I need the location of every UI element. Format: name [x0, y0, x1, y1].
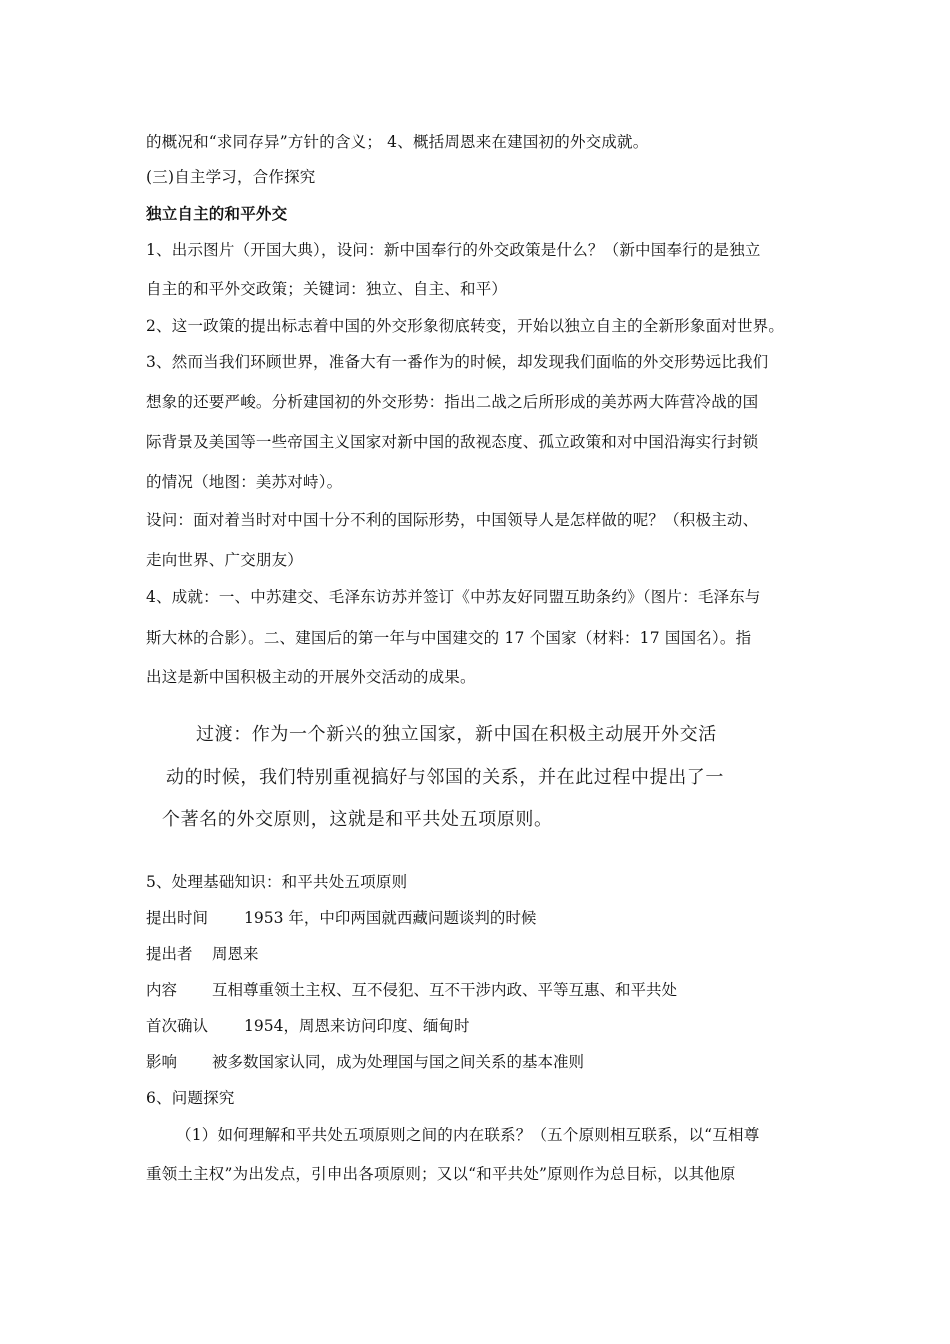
- principle-value: 互相尊重领土主权、互不侵犯、互不干涉内政、平等互惠、和平共处: [212, 981, 678, 999]
- text-line: 际背景及美国等一些帝国主义国家对新中国的敌视态度、孤立政策和对中国沿海实行封锁: [146, 433, 759, 451]
- principle-value: 周恩来: [212, 945, 259, 963]
- text-line: 设问：面对着当时对中国十分不利的国际形势，中国领导人是怎样做的呢？（积极主动、: [146, 511, 759, 529]
- text-line: 斯大林的合影）。二、建国后的第一年与中国建交的 17 个国家（材料：17 国国名）。指: [146, 629, 752, 647]
- subsection-heading: (三)自主学习，合作探究: [146, 168, 316, 186]
- principle-value: 1953 年，中印两国就西藏问题谈判的时候: [244, 909, 537, 927]
- principle-row: [146, 906, 537, 928]
- text-line: 3、然而当我们环顾世界，准备大有一番作为的时候，却发现我们面临的外交形势远比我们: [146, 353, 769, 371]
- principle-row: [146, 942, 259, 964]
- section-title: 独立自主的和平外交: [146, 205, 288, 223]
- text-line: 4、成就：一、中苏建交、毛泽东访苏并签订《中苏友好同盟互助条约》（图片：毛泽东与: [146, 588, 761, 606]
- principle-value: 1954，周恩来访问印度、缅甸时: [244, 1017, 470, 1035]
- principle-label: 内容: [146, 981, 178, 999]
- principle-label: 首次确认: [146, 1017, 209, 1035]
- text-line: 2、这一政策的提出标志着中国的外交形象彻底转变，开始以独立自主的全新形象面对世界。: [146, 317, 785, 335]
- text-line: 自主的和平外交政策；关键词：独立、自主、和平）: [146, 280, 508, 298]
- principle-row: [146, 1014, 470, 1036]
- text-line: 5、处理基础知识：和平共处五项原则: [146, 873, 408, 891]
- text-line: 重领土主权”为出发点，引申出各项原则；又以“和平共处”原则作为总目标，以其他原: [146, 1165, 736, 1183]
- principle-label: 提出时间: [146, 909, 209, 927]
- text-line: 出这是新中国积极主动的开展外交活动的成果。: [146, 668, 476, 686]
- transition-line: 过渡：作为一个新兴的独立国家，新中国在积极主动展开外交活: [196, 724, 717, 745]
- principle-label: 提出者: [146, 945, 193, 963]
- transition-line: 个著名的外交原则，这就是和平共处五项原则。: [162, 809, 553, 830]
- text-line: 1、出示图片（开国大典），设问：新中国奉行的外交政策是什么？（新中国奉行的是独立: [146, 241, 761, 259]
- principle-value: 被多数国家认同，成为处理国与国之间关系的基本准则: [212, 1053, 585, 1071]
- text-line: 想象的还要严峻。分析建国初的外交形势：指出二战之后所形成的美苏两大阵营冷战的国: [146, 393, 759, 411]
- principle-row: [146, 1050, 585, 1072]
- text-line: 的概况和“求同存异”方针的含义； 4、概括周恩来在建国初的外交成就。: [146, 133, 649, 151]
- transition-line: 动的时候，我们特别重视搞好与邻国的关系，并在此过程中提出了一: [166, 767, 724, 788]
- text-line: 6、问题探究: [146, 1089, 235, 1107]
- principle-label: 影响: [146, 1053, 178, 1071]
- text-line: 的情况（地图：美苏对峙）。: [146, 473, 343, 491]
- principle-row: [146, 978, 678, 1000]
- text-line: 走向世界、广交朋友）: [146, 551, 304, 569]
- text-line: （1）如何理解和平共处五项原则之间的内在联系？（五个原则相互联系，以“互相尊: [176, 1126, 760, 1144]
